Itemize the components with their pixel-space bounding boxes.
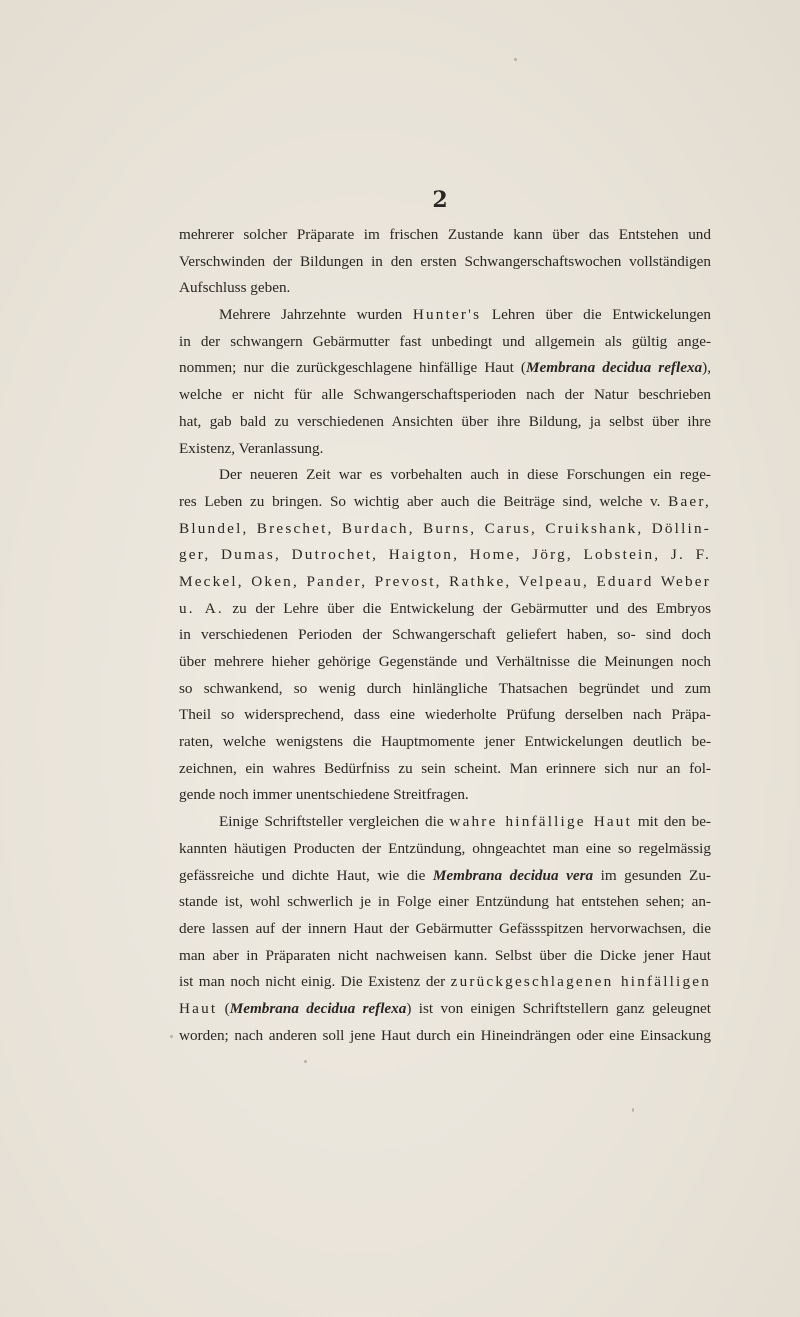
spaced-name: zurückgeschlagenen hinfälligen bbox=[450, 973, 711, 991]
latin-term: Membrana decidua vera bbox=[432, 866, 594, 884]
text-run: Aufschluss geben. bbox=[179, 279, 291, 297]
text-line bbox=[179, 436, 711, 463]
text-line bbox=[179, 1023, 711, 1050]
text-line bbox=[179, 649, 711, 676]
spaced-name: u. A. bbox=[179, 599, 224, 617]
text-run: in der schwangern Gebärmutter fast unbedingt und allgemein als gültig ange- bbox=[179, 332, 711, 350]
text-run: Einige Schriftsteller vergleichen die bbox=[219, 813, 450, 831]
text-run: Existenz, Veranlassung. bbox=[179, 439, 324, 457]
text-run: kannten häutigen Producten der Entzündung, ohngeachtet man eine so regelmässig bbox=[179, 839, 711, 857]
text-line bbox=[179, 676, 711, 703]
spaced-name: Hunter's bbox=[412, 306, 482, 324]
spaced-name: Haut bbox=[179, 999, 218, 1017]
text-run: über mehrere hieher gehörige Gegenstände und Verhältnisse die Meinungen noch bbox=[179, 653, 711, 670]
text-run: so schwankend, so wenig durch hinlängliche Thatsachen begründet und zum bbox=[179, 679, 711, 697]
spaced-name: Blundel, Breschet, Burdach, Burns, Carus, Cruikshank, Döllin- bbox=[179, 519, 711, 537]
text-line bbox=[179, 729, 711, 756]
text-run: ( bbox=[217, 999, 230, 1017]
text-run: ist man noch nicht einig. Die Existenz der bbox=[179, 973, 451, 991]
text-line bbox=[179, 782, 711, 809]
text-run: Der neueren Zeit war es vorbehalten auch in diese Forschungen ein rege- bbox=[219, 466, 711, 484]
text-run: welche er nicht für alle Schwangerschaftsperioden nach der Natur beschrieben bbox=[179, 386, 711, 404]
text-line bbox=[179, 516, 711, 543]
text-run: Lehren über die Entwickelungen bbox=[481, 306, 711, 324]
text-line bbox=[179, 409, 711, 436]
text-run: Mehrere Jahrzehnte wurden bbox=[219, 306, 413, 324]
text-line bbox=[179, 756, 711, 783]
text-line bbox=[179, 996, 711, 1023]
text-run: mehrerer solcher Präparate im frischen Zustande kann über das Entstehen und bbox=[179, 226, 711, 243]
text-line bbox=[179, 943, 711, 970]
paper-speck bbox=[304, 1060, 307, 1063]
text-run: gende noch immer unentschiedene Streitfragen. bbox=[179, 786, 469, 804]
text-run: stande ist, wohl schwerlich je in Folge einer Entzündung hat entstehen sehen; an- bbox=[179, 893, 711, 911]
text-line bbox=[179, 569, 711, 596]
text-line bbox=[179, 889, 711, 916]
text-line bbox=[179, 836, 711, 863]
text-line bbox=[179, 302, 711, 329]
spaced-name: Baer, bbox=[668, 492, 711, 510]
text-line bbox=[179, 489, 711, 516]
text-run: worden; nach anderen soll jene Haut durch ein Hineindrängen oder eine Einsackung bbox=[179, 1026, 711, 1044]
text-run: zu der Lehre über die Entwickelung der Gebärmutter und des Embryos bbox=[223, 599, 711, 617]
latin-term: Membrana decidua reflexa bbox=[229, 999, 407, 1017]
text-run: gefässreiche und dichte Haut, wie die bbox=[179, 866, 433, 884]
text-line bbox=[179, 702, 711, 729]
text-line bbox=[179, 622, 711, 649]
paper-speck bbox=[170, 1035, 173, 1038]
text-run: hat, gab bald zu verschiedenen Ansichten über ihre Bildung, ja selbst über ihre bbox=[179, 412, 711, 430]
paper-speck bbox=[632, 1108, 634, 1112]
spaced-name: wahre hinfällige Haut bbox=[449, 813, 633, 831]
text-run: Verschwinden der Bildungen in den ersten Schwangerschaftswochen vollständigen bbox=[179, 252, 711, 270]
text-line bbox=[179, 275, 711, 302]
text-run: mit den be- bbox=[632, 813, 711, 831]
page-number: 2 bbox=[432, 187, 448, 213]
text-run: nommen; nur die zurückgeschlagene hinfällige Haut ( bbox=[179, 359, 526, 377]
text-run: im gesunden Zu- bbox=[593, 866, 711, 884]
text-line bbox=[179, 382, 711, 409]
text-line bbox=[179, 462, 711, 489]
spaced-name: Meckel, Oken, Pander, Prevost, Rathke, Velpeau, Eduard Weber bbox=[179, 572, 711, 590]
text-line bbox=[179, 969, 711, 996]
text-run: ) ist von einigen Schriftstellern ganz geleugnet bbox=[406, 999, 711, 1017]
text-run: res Leben zu bringen. So wichtig aber auch die Beiträge sind, welche v. bbox=[179, 492, 669, 510]
text-line bbox=[179, 596, 711, 623]
text-line bbox=[179, 355, 711, 382]
text-run: zeichnen, ein wahres Bedürfniss zu sein scheint. Man erinnere sich nur an fol- bbox=[179, 759, 711, 777]
spaced-name: ger, Dumas, Dutrochet, Haigton, Home, Jörg, Lobstein, J. F. bbox=[179, 546, 711, 564]
latin-term: Membrana decidua reflexa bbox=[525, 359, 703, 377]
body-text bbox=[179, 222, 711, 1049]
text-run: in verschiedenen Perioden der Schwangerschaft geliefert haben, so- sind doch bbox=[179, 626, 711, 644]
text-run: raten, welche wenigstens die Hauptmomente jener Entwickelungen deutlich be- bbox=[179, 733, 711, 751]
text-line bbox=[179, 863, 711, 890]
text-run: ), bbox=[702, 359, 711, 377]
paper-speck bbox=[514, 58, 517, 61]
text-line bbox=[179, 222, 711, 249]
text-line bbox=[179, 249, 711, 276]
text-run: Theil so widersprechend, dass eine wiederholte Prüfung derselben nach Präpa- bbox=[179, 706, 711, 724]
text-line bbox=[179, 809, 711, 836]
text-run: man aber in Präparaten nicht nachweisen kann. Selbst über die Dicke jener Haut bbox=[179, 946, 711, 964]
text-line bbox=[179, 916, 711, 943]
text-line bbox=[179, 329, 711, 356]
text-line bbox=[179, 542, 711, 569]
text-run: dere lassen auf der innern Haut der Gebärmutter Gefässspitzen hervorwachsen, die bbox=[179, 919, 711, 937]
